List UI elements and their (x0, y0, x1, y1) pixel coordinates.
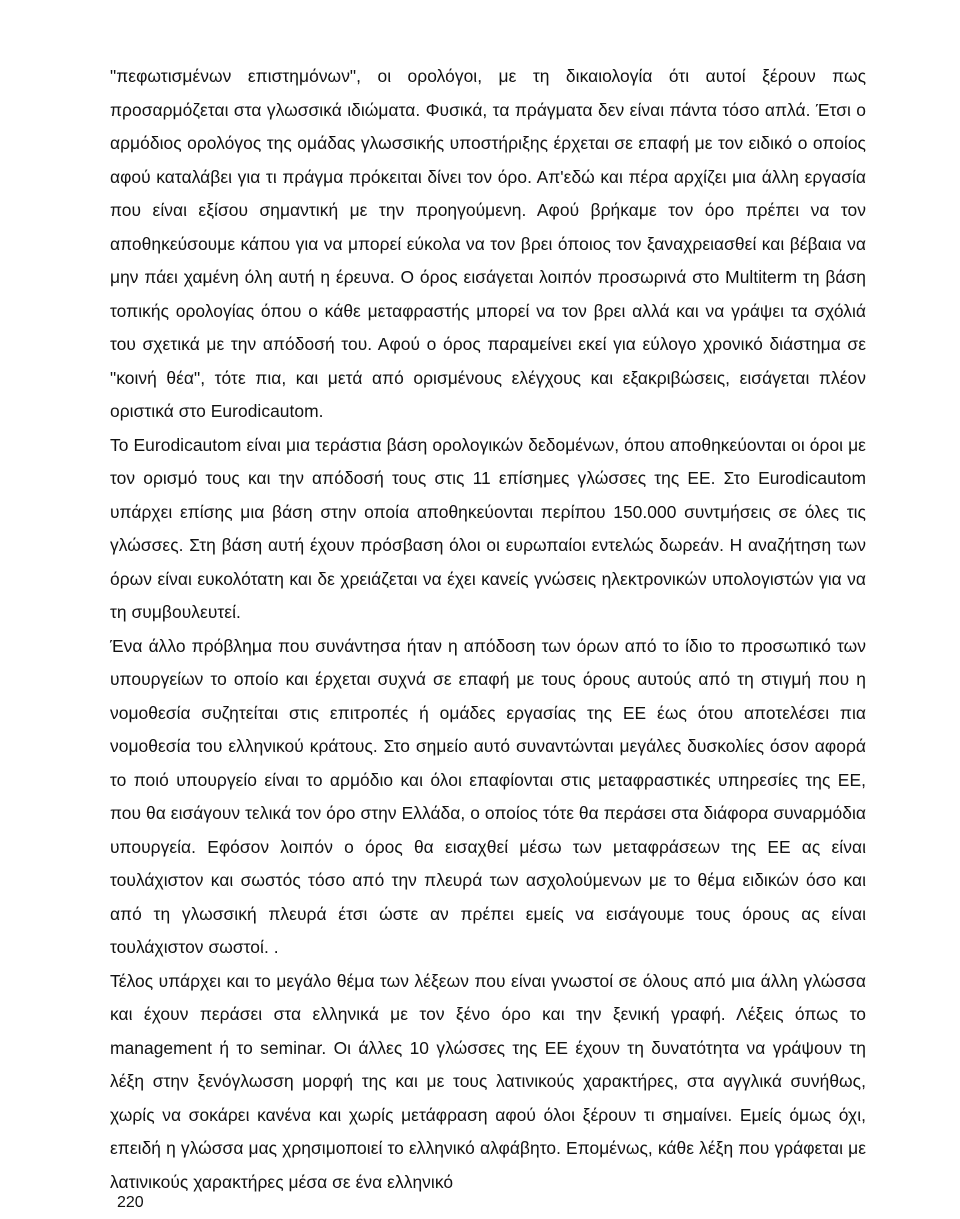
body-paragraph-2: Το Eurodicautom είναι μια τεράστια βάση ορολογικών δεδομένων, όπου αποθηκεύονται οι όροι με τον ορισμό τους και την απόδοσή τους στις 11 επίσημες γλώσσες της ΕΕ. Στο Eurodicautom υπάρχει επίσης μια βάση στην οποία αποθηκεύονται περίπου 150.000 συντμήσεις σε όλες τις γλώσσες. Στη βάση αυτή έχουν πρόσβαση όλοι οι ευρωπαίοι εντελώς δωρεάν. Η αναζήτηση των όρων είναι ευκολότατη και δε χρειάζεται να έχει κανείς γνώσεις ηλεκτρονικών υπολογιστών για να τη συμβουλευτεί. (110, 434, 866, 622)
document-page (110, 60, 866, 1199)
body-paragraph-3: Ένα άλλο πρόβλημα που συνάντησα ήταν η απόδοση των όρων από το ίδιο το προσωπικό των υπουργείων το οποίο και έρχεται συχνά σε επαφή με τους όρους αυτούς από τη στιγμή που η νομοθεσία συζητείται στις επιτροπές ή ομάδες εργασίας της ΕΕ έως ότου αποτελέσει πια νομοθεσία του ελληνικού κράτους. Στο σημείο αυτό συναντώνται μεγάλες δυσκολίες όσον αφορά το ποιό υπουργείο είναι το αρμόδιο και όλοι επαφίονται στις μεταφραστικές υπηρεσίες της ΕΕ, που θα εισάγουν τελικά τον όρο στην Ελλάδα, ο οποίος τότε θα περάσει στα διάφορα συναρμόδια υπουργεία. Εφόσον λοιπόν ο όρος θα εισαχθεί μέσω των μεταφράσεων της ΕΕ ας είναι τουλάχιστον και σωστός τόσο από την πλευρά των ασχολούμενων με το θέμα ειδικών όσο και από τη γλωσσική πλευρά έτσι ώστε αν πρέπει εμείς να εισάγουμε τους όρους ας είναι τουλάχιστον σωστοί. . (110, 635, 866, 957)
body-paragraph-1: "πεφωτισμένων επιστημόνων", οι ορολόγοι, με τη δικαιολογία ότι αυτοί ξέρουν πως προσαρμόζεται στα γλωσσικά ιδιώματα. Φυσικά, τα πράγματα δεν είναι πάντα τόσο απλά. Έτσι ο αρμόδιος ορολόγος της ομάδας γλωσσικής υποστήριξης έρχεται σε επαφή με τον ειδικό ο οποίος αφού καταλάβει για τι πράγμα πρόκειται δίνει τον όρο. Απ'εδώ και πέρα αρχίζει μια άλλη εργασία που είναι εξίσου σημαντική με την προηγούμενη. Αφού βρήκαμε τον όρο πρέπει να τον αποθηκεύσουμε κάπου για να μπορεί εύκολα να τον βρει όποιος τον ξαναχρειασθεί και βέβαια να μην πάει χαμένη όλη αυτή η έρευνα. Ο όρος εισάγεται λοιπόν προσωρινά στο Multiterm τη βάση τοπικής ορολογίας όπου ο κάθε μεταφραστής μπορεί να τον βρει αλλά και να γράψει τα σχόλιά του σχετικά με την απόδοσή του. Αφού ο όρος παραμείνει εκεί για εύλογο χρονικό διάστημα σε "κοινή θέα", τότε πια, και μετά από ορισμένους ελέγχους και εξακριβώσεις, εισάγεται πλέον οριστικά στο Eurodicautom. (110, 66, 866, 421)
page-number: 220 (117, 1194, 144, 1211)
body-paragraph-4: Τέλος υπάρχει και το μεγάλο θέμα των λέξεων που είναι γνωστοί σε όλους από μια άλλη γλώσσα και έχουν περάσει στα ελληνικά με τον ξένο όρο και την ξενική γραφή. Λέξεις όπως το management ή το seminar. Οι άλλες 10 γλώσσες της ΕΕ έχουν τη δυνατότητα να γράψουν τη λέξη στην ξενόγλωσση μορφή της και με τους λατινικούς χαρακτήρες, στα αγγλικά συνήθως, χωρίς να σοκάρει κανένα και χωρίς μετάφραση αφού όλοι ξέρουν τι σημαίνει. Εμείς όμως όχι, επειδή η γλώσσα μας χρησιμοποιεί το ελληνικό αλφάβητο. Επομένως, κάθε λέξη που γράφεται με λατινικούς χαρακτήρες μέσα σε ένα ελληνικό (110, 970, 866, 1192)
